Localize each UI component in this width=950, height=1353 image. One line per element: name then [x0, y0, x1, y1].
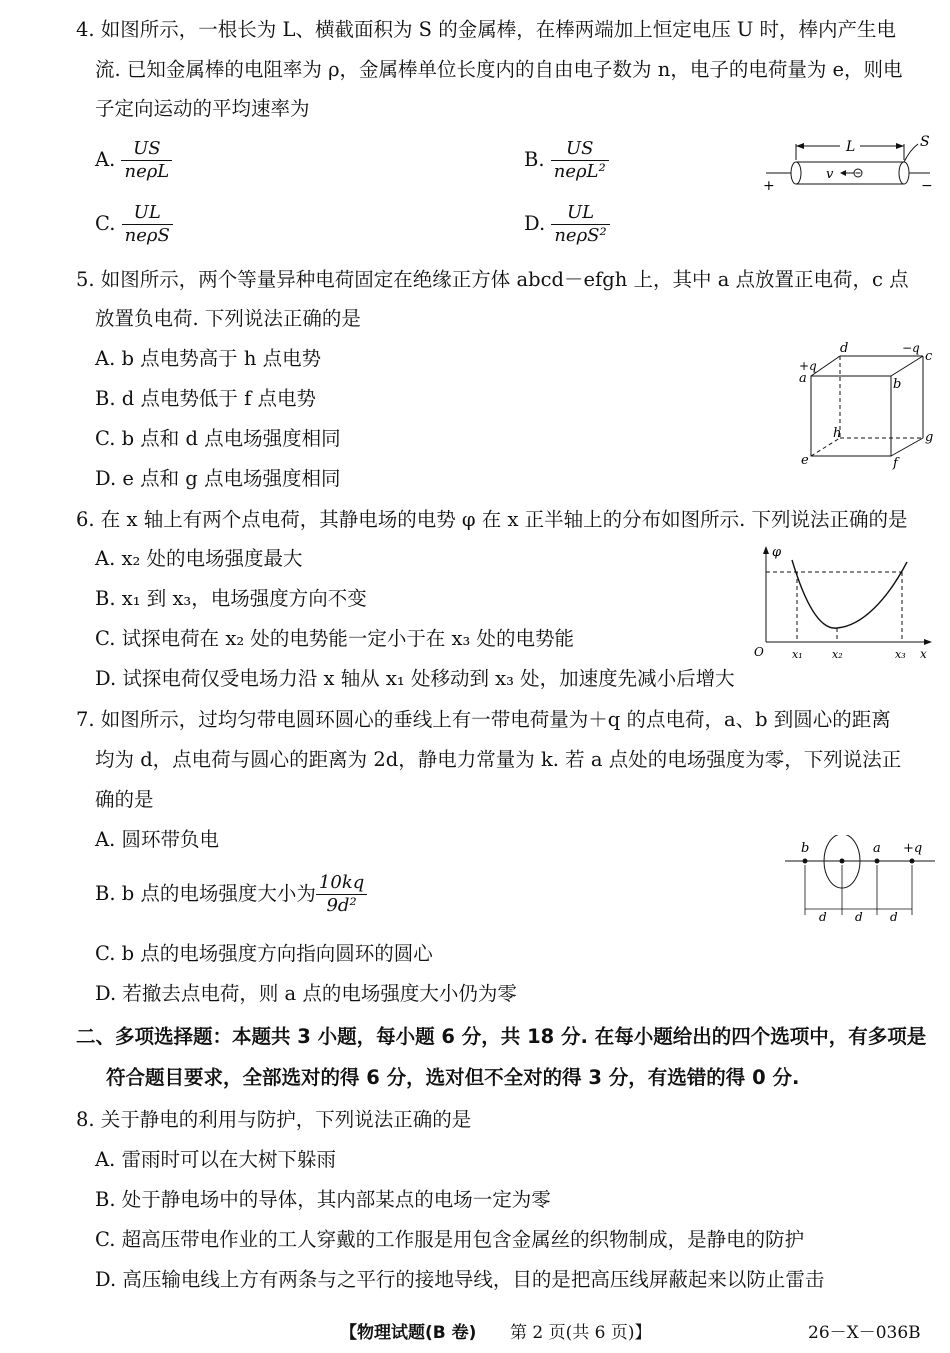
q8-option-b: B. 处于静电场中的导体，其内部某点的电场一定为零: [95, 1188, 551, 1211]
q4-fig-minus: −: [921, 178, 933, 194]
q7-stem-line1: 7. 如图所示，过均匀带电圆环圆心的垂线上有一带电荷量为＋q 的点电荷，a、b 到圆心的距离: [76, 708, 891, 731]
q6-stem-line1: 6. 在 x 轴上有两个点电荷，其静电场的电势 φ 在 x 正半轴上的分布如图所示. 下列说法正确的是: [76, 508, 908, 531]
q5-fig-d: d: [840, 341, 849, 356]
section2-heading-line2: 符合题目要求，全部选对的得 6 分，选对但不全对的得 3 分，有选错的得 0 分.: [106, 1066, 800, 1089]
q7-option-c: C. b 点的电场强度方向指向圆环的圆心: [95, 942, 433, 965]
q5-stem-line2: 放置负电荷. 下列说法正确的是: [95, 307, 361, 330]
q7-fig-d1: d: [819, 910, 827, 924]
q6-option-b: B. x₁ 到 x₃，电场强度方向不变: [95, 587, 367, 610]
q5-fig-g: g: [925, 430, 934, 445]
q6-option-c: C. 试探电荷在 x₂ 处的电势能一定小于在 x₃ 处的电势能: [95, 627, 575, 650]
q5-fig-f: f: [893, 456, 898, 471]
q7-stem-line3: 确的是: [95, 788, 154, 811]
footer-page: 第 2 页(共 6 页)】: [510, 1323, 652, 1343]
q5-fig-a: a: [799, 371, 807, 386]
section2-heading-line1: 二、多项选择题：本题共 3 小题，每小题 6 分，共 18 分. 在每小题给出的四个选项中，有多项是: [76, 1025, 927, 1048]
q7-option-b: B. b 点的电场强度大小为 $\frac{10kq}{\text{9d²}}$: [95, 872, 367, 917]
q6-origin: O: [754, 645, 764, 659]
q5-option-d: D. e 点和 g 点电场强度相同: [95, 467, 341, 490]
q5-option-b: B. d 点电势低于 f 点电势: [95, 387, 317, 410]
q6-axis-phi: φ: [772, 545, 782, 560]
q6-tick-x3: x₃: [895, 648, 906, 661]
q4-fig-label-S: S: [920, 134, 930, 150]
q6-option-d: D. 试探电荷仅受电场力沿 x 轴从 x₁ 处移动到 x₃ 处，加速度先减小后增大: [95, 667, 735, 690]
q4-stem-line1: 4. 如图所示，一根长为 L、横截面积为 S 的金属棒，在棒两端加上恒定电压 U 时，棒内产生电: [76, 18, 897, 41]
q4-stem-line3: 子定向运动的平均速率为: [95, 97, 310, 120]
q5-fig-b: b: [893, 377, 902, 392]
q7-fig-a: a: [873, 841, 881, 856]
q6-tick-x2: x₂: [832, 648, 843, 661]
q5-cube-figure: [795, 340, 940, 475]
q7-stem-line2: 均为 d，点电荷与圆心的距离为 2d，静电力常量为 k. 若 a 点处的电场强度为零，下列说法正: [95, 748, 902, 771]
q6-tick-x1: x₁: [792, 648, 803, 661]
q7-fig-d3: d: [890, 910, 898, 924]
footer-title: 【物理试题(B 卷): [340, 1323, 477, 1343]
q4-fig-label-L: L: [846, 139, 856, 155]
q5-option-c: C. b 点和 d 点电场强度相同: [95, 427, 341, 450]
q7-option-d: D. 若撤去点电荷，则 a 点的电场强度大小仍为零: [95, 982, 517, 1005]
q7-fig-b: b: [801, 841, 810, 856]
q4-option-c: C. $\frac{UL}{\text{neρS}}$: [95, 202, 173, 247]
q4-rod-figure: [758, 132, 938, 194]
q6-potential-graph: [752, 540, 937, 665]
q8-option-c: C. 超高压带电作业的工人穿戴的工作服是用包含金属丝的织物制成，是静电的防护: [95, 1228, 805, 1251]
q5-fig-e: e: [801, 453, 809, 468]
q8-option-d: D. 高压输电线上方有两条与之平行的接地导线，目的是把高压线屏蔽起来以防止雷击: [95, 1268, 825, 1291]
q8-stem-line1: 8. 关于静电的利用与防护，下列说法正确的是: [76, 1108, 472, 1131]
q4-fig-plus: +: [763, 178, 775, 194]
q6-axis-x: x: [920, 647, 927, 661]
q4-stem-line2: 流. 已知金属棒的电阻率为 ρ，金属棒单位长度内的自由电子数为 n，电子的电荷量为 e，则电: [95, 58, 903, 81]
q4-option-a: A. $\frac{US}{\text{neρL}}$: [95, 138, 172, 183]
q6-option-a: A. x₂ 处的电场强度最大: [95, 547, 303, 570]
q5-fig-c: c: [925, 349, 933, 364]
q8-option-a: A. 雷雨时可以在大树下躲雨: [95, 1148, 336, 1171]
q4-option-b: B. $\frac{US}{\text{neρL²}}$: [524, 138, 609, 183]
q7-option-a: A. 圆环带负电: [95, 828, 219, 851]
footer-code: 26－X－036B: [808, 1323, 921, 1343]
q4-option-d: D. $\frac{UL}{\text{neρS²}}$: [524, 202, 610, 247]
q5-fig-plusq: +q: [799, 359, 817, 373]
q7-fig-d2: d: [855, 910, 863, 924]
q7-fig-q: +q: [903, 841, 923, 856]
q5-stem-line1: 5. 如图所示，两个等量异种电荷固定在绝缘正方体 abcd－efgh 上，其中 a 点放置正电荷，c 点: [76, 268, 909, 291]
q5-fig-minusq: −q: [902, 341, 920, 355]
q4-fig-label-v: v: [826, 167, 834, 182]
q7-ring-figure: [785, 835, 935, 925]
q5-fig-h: h: [833, 426, 842, 441]
q5-option-a: A. b 点电势高于 h 点电势: [95, 347, 322, 370]
